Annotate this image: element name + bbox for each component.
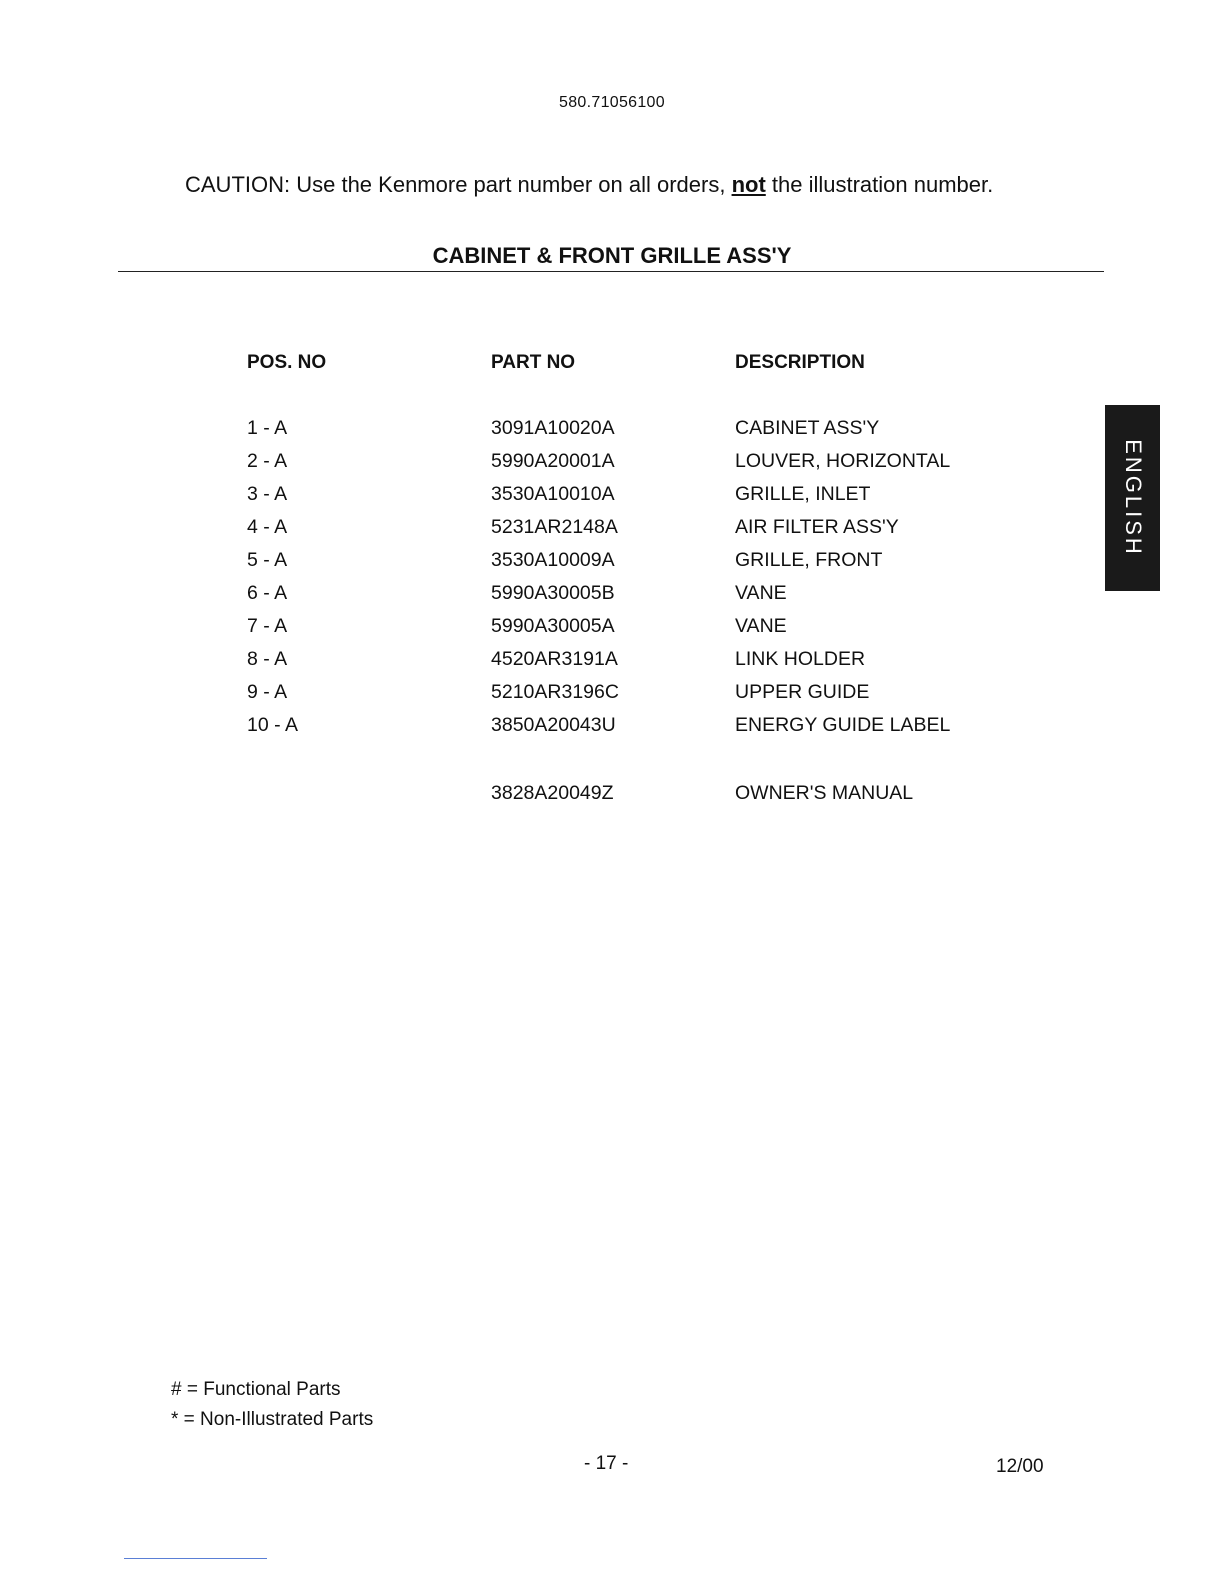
caution-prefix: CAUTION: Use the Kenmore part number on all orders, xyxy=(185,172,732,197)
part-cell: 3530A10010A xyxy=(491,483,615,505)
description-cell: VANE xyxy=(735,615,787,637)
description-cell: LINK HOLDER xyxy=(735,648,866,670)
pos-cell: 1 - A xyxy=(247,417,288,439)
language-tab-label: ENGLISH xyxy=(1120,439,1146,557)
page-number: - 17 - xyxy=(584,1453,629,1474)
column-header-pos: POS. NO xyxy=(247,352,327,373)
part-cell: 3530A10009A xyxy=(491,549,615,571)
part-cell: 5231AR2148A xyxy=(491,516,618,538)
parts-table xyxy=(247,417,1007,747)
description-cell: OWNER'S MANUAL xyxy=(735,782,914,804)
part-cell: 5990A30005B xyxy=(491,582,615,604)
part-cell: 3850A20043U xyxy=(491,714,616,736)
pos-cell: 4 - A xyxy=(247,516,288,538)
description-cell: CABINET ASS'Y xyxy=(735,417,880,439)
table-row xyxy=(247,483,1007,516)
section-divider xyxy=(118,271,1104,272)
column-header-description: DESCRIPTION xyxy=(735,352,865,373)
part-cell: 4520AR3191A xyxy=(491,648,618,670)
description-cell: UPPER GUIDE xyxy=(735,681,870,703)
description-cell: VANE xyxy=(735,582,787,604)
table-row xyxy=(247,516,1007,549)
description-cell: LOUVER, HORIZONTAL xyxy=(735,450,951,472)
non-positioned-row xyxy=(247,782,1007,815)
table-row xyxy=(247,450,1007,483)
model-number: 580.71056100 xyxy=(559,94,665,111)
table-row xyxy=(247,582,1007,615)
pos-cell: 9 - A xyxy=(247,681,288,703)
part-cell: 5210AR3196C xyxy=(491,681,619,703)
description-cell: AIR FILTER ASS'Y xyxy=(735,516,899,538)
table-row xyxy=(247,549,1007,582)
legend-functional: # = Functional Parts xyxy=(171,1379,341,1400)
bottom-divider xyxy=(124,1558,267,1559)
section-title: CABINET & FRONT GRILLE ASS'Y xyxy=(432,243,792,268)
column-header-part: PART NO xyxy=(491,352,576,373)
table-row xyxy=(247,648,1007,681)
table-row xyxy=(247,615,1007,648)
part-cell: 3091A10020A xyxy=(491,417,615,439)
description-cell: ENERGY GUIDE LABEL xyxy=(735,714,951,736)
caution-note xyxy=(185,172,993,198)
pos-cell: 5 - A xyxy=(247,549,288,571)
legend-non-illustrated: * = Non-Illustrated Parts xyxy=(171,1409,374,1430)
table-row xyxy=(247,681,1007,714)
pos-cell: 7 - A xyxy=(247,615,288,637)
part-cell: 3828A20049Z xyxy=(491,782,614,804)
description-cell: GRILLE, INLET xyxy=(735,483,871,505)
revision-date: 12/00 xyxy=(996,1456,1044,1477)
part-cell: 5990A30005A xyxy=(491,615,615,637)
language-tab xyxy=(1105,405,1160,591)
pos-cell: 8 - A xyxy=(247,648,288,670)
table-row xyxy=(247,714,1007,747)
caution-emphasis: not xyxy=(731,172,766,197)
caution-suffix: the illustration number. xyxy=(765,172,994,197)
pos-cell: 3 - A xyxy=(247,483,288,505)
pos-cell: 6 - A xyxy=(247,582,288,604)
pos-cell: 2 - A xyxy=(247,450,288,472)
table-row xyxy=(247,417,1007,450)
part-cell: 5990A20001A xyxy=(491,450,615,472)
description-cell: GRILLE, FRONT xyxy=(735,549,883,571)
pos-cell: 10 - A xyxy=(247,714,298,736)
